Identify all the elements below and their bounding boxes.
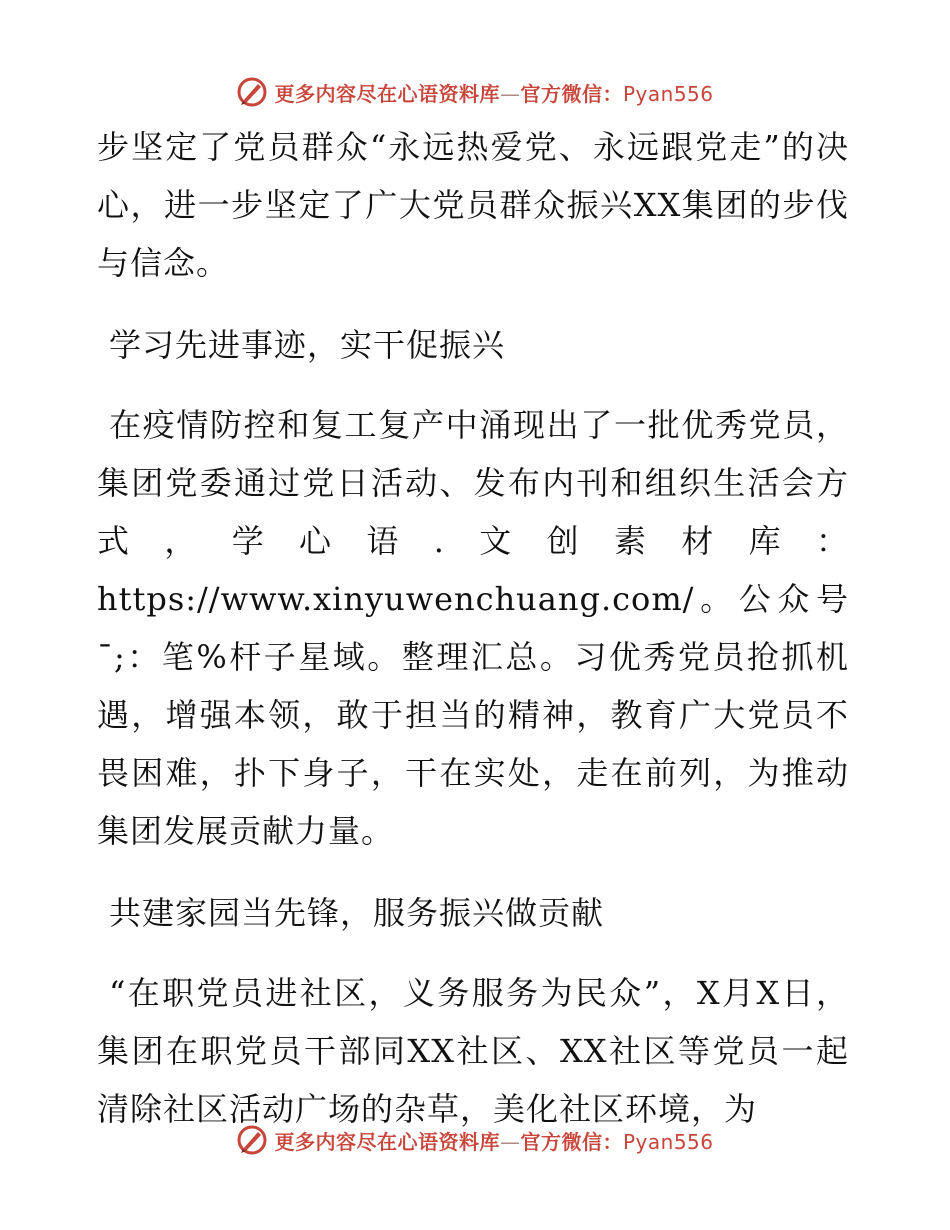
banner-separator: — [499,1129,521,1154]
pen-logo-icon [236,76,268,108]
banner-brand: 更多内容尽在心语资料库 [274,81,500,106]
footer-banner [0,1120,950,1160]
section-heading-2: 共建家园当先锋，服务振兴做贡献 [109,894,605,932]
banner-text [274,1126,713,1155]
paragraph-3: “在职党员进社区，义务服务为民众”，X月X日，集团在职党员干部同XX社区、XX社区等党员一起清除社区活动广场的杂草，美化社区环境，为 [97,974,849,1128]
banner-label: 官方微信： [520,81,623,106]
banner-separator: — [499,81,521,106]
banner-text [274,78,713,107]
pen-logo-icon [236,1124,268,1156]
paragraph-continued: 步坚定了党员群众“永远热爱党、永远跟党走”的决心，进一步坚定了广大党员群众振兴XX集团的步伐与信念。 [97,128,849,282]
banner-wechat-id: Pyan556 [622,81,714,106]
banner-label: 官方微信： [520,1129,623,1154]
banner-wechat-id: Pyan556 [622,1129,714,1154]
header-banner [0,72,950,112]
paragraph-2: 在疫情防控和复工复产中涌现出了一批优秀党员，集团党委通过党日活动、发布内刊和组织生活会方式，学心语.文创素材库：https://www.xinyuwenchuang.com/。公众号¯;：笔%杆子星域。整理汇总。习优秀党员抢抓机遇，增强本领，敢于担当的精神，教育广大党员不畏困难，扑下身子，干在实处，走在前列，为推动集团发展贡献力量。 [97,406,849,850]
section-heading-1: 学习先进事迹，实干促振兴 [109,326,506,364]
document-body [97,118,849,1138]
banner-brand: 更多内容尽在心语资料库 [274,1129,500,1154]
